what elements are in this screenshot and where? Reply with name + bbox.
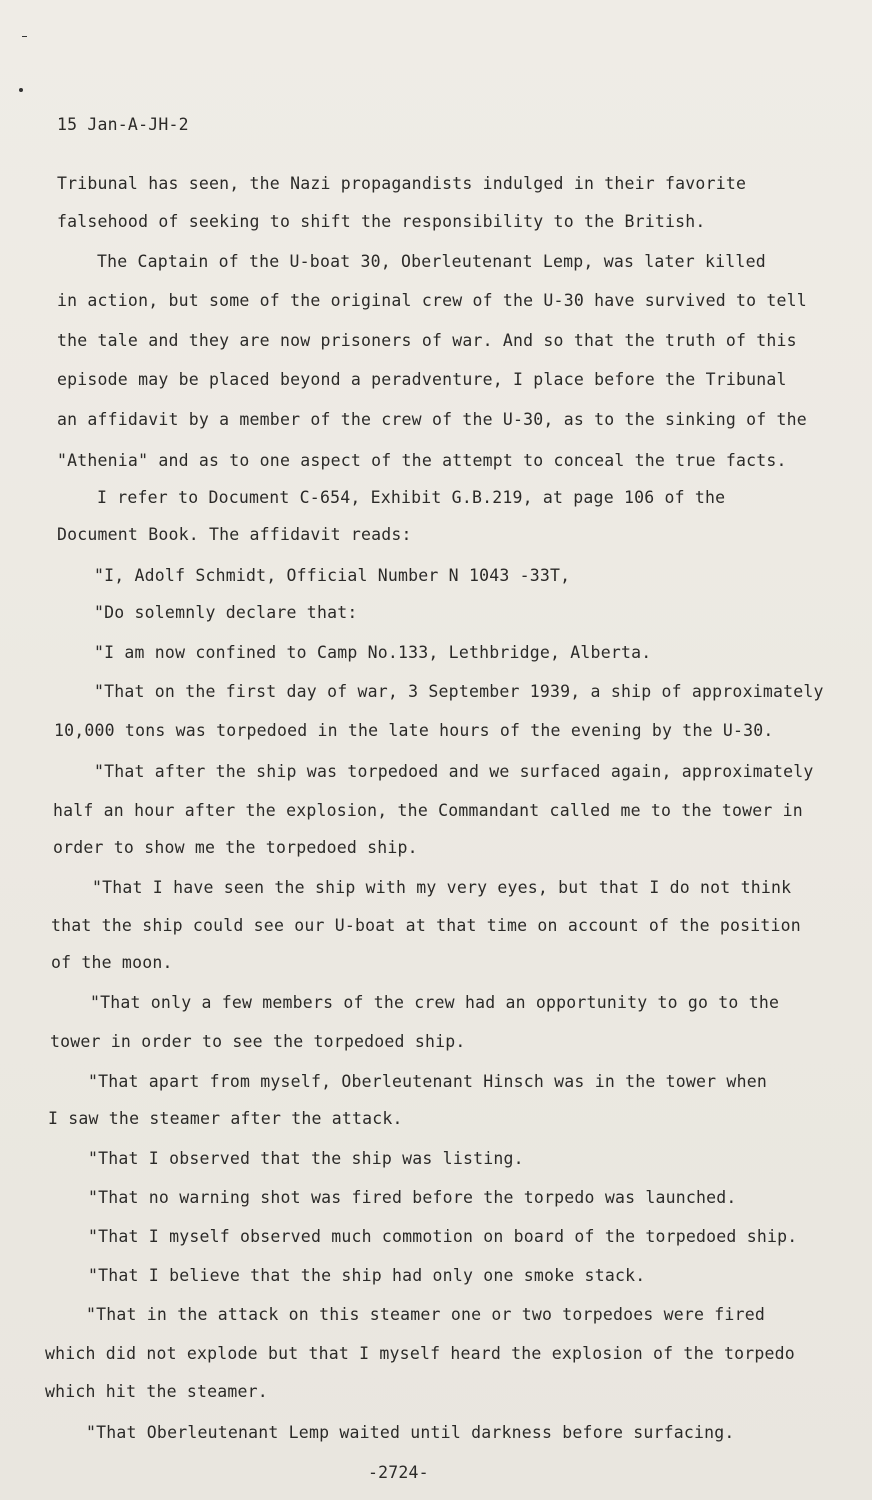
text-line: that the ship could see our U-boat at that time on account of the position xyxy=(51,916,801,935)
text-line: "That no warning shot was fired before the torpedo was launched. xyxy=(88,1188,737,1207)
text-line: "Athenia" and as to one aspect of the attempt to conceal the true facts. xyxy=(57,451,787,470)
text-line: tower in order to see the torpedoed ship. xyxy=(50,1032,466,1051)
text-line: "I am now confined to Camp No.133, Lethbridge, Alberta. xyxy=(94,643,652,662)
punch-dot xyxy=(19,88,23,92)
text-line: which did not explode but that I myself heard the explosion of the torpedo xyxy=(45,1344,795,1363)
text-line: Document Book. The affidavit reads: xyxy=(57,525,412,544)
text-line: of the moon. xyxy=(51,953,173,972)
text-line: "That apart from myself, Oberleutenant Hinsch was in the tower when xyxy=(88,1072,767,1091)
text-line: "I, Adolf Schmidt, Official Number N 1043 -33T, xyxy=(94,566,571,585)
text-line: half an hour after the explosion, the Commandant called me to the tower in xyxy=(53,801,803,820)
text-line: in action, but some of the original crew of the U-30 have survived to tell xyxy=(57,291,807,310)
text-line: falsehood of seeking to shift the responsibility to the British. xyxy=(57,212,706,231)
text-line: episode may be placed beyond a peradventure, I place before the Tribunal xyxy=(57,370,787,389)
text-line: "That I observed that the ship was listing. xyxy=(88,1149,524,1168)
text-line: "That I have seen the ship with my very eyes, but that I do not think xyxy=(92,878,792,897)
text-line: "That only a few members of the crew had an opportunity to go to the xyxy=(90,993,780,1012)
header-code: 15 Jan-A-JH-2 xyxy=(57,115,189,134)
text-line: "That on the first day of war, 3 September 1939, a ship of approximately xyxy=(94,682,824,701)
text-line: "That I believe that the ship had only one smoke stack. xyxy=(88,1266,646,1285)
text-line: "That I myself observed much commotion on board of the torpedoed ship. xyxy=(88,1227,798,1246)
text-line: The Captain of the U-boat 30, Oberleutenant Lemp, was later killed xyxy=(97,252,766,271)
page-number: -2724- xyxy=(368,1463,429,1482)
text-line: I saw the steamer after the attack. xyxy=(48,1109,403,1128)
text-line: "That in the attack on this steamer one or two torpedoes were fired xyxy=(86,1305,765,1324)
text-line: "That Oberleutenant Lemp waited until darkness before surfacing. xyxy=(86,1423,735,1442)
text-line: an affidavit by a member of the crew of the U-30, as to the sinking of the xyxy=(57,410,807,429)
text-line: "That after the ship was torpedoed and we surfaced again, approximately xyxy=(94,762,814,781)
text-line: Tribunal has seen, the Nazi propagandists indulged in their favorite xyxy=(57,174,747,193)
text-line: I refer to Document C-654, Exhibit G.B.219, at page 106 of the xyxy=(97,488,726,507)
corner-mark xyxy=(22,36,27,37)
text-line: the tale and they are now prisoners of war. And so that the truth of this xyxy=(57,331,797,350)
text-line: "Do solemnly declare that: xyxy=(94,603,358,622)
text-line: 10,000 tons was torpedoed in the late hours of the evening by the U-30. xyxy=(54,721,774,740)
text-line: which hit the steamer. xyxy=(45,1382,268,1401)
text-line: order to show me the torpedoed ship. xyxy=(53,838,418,857)
